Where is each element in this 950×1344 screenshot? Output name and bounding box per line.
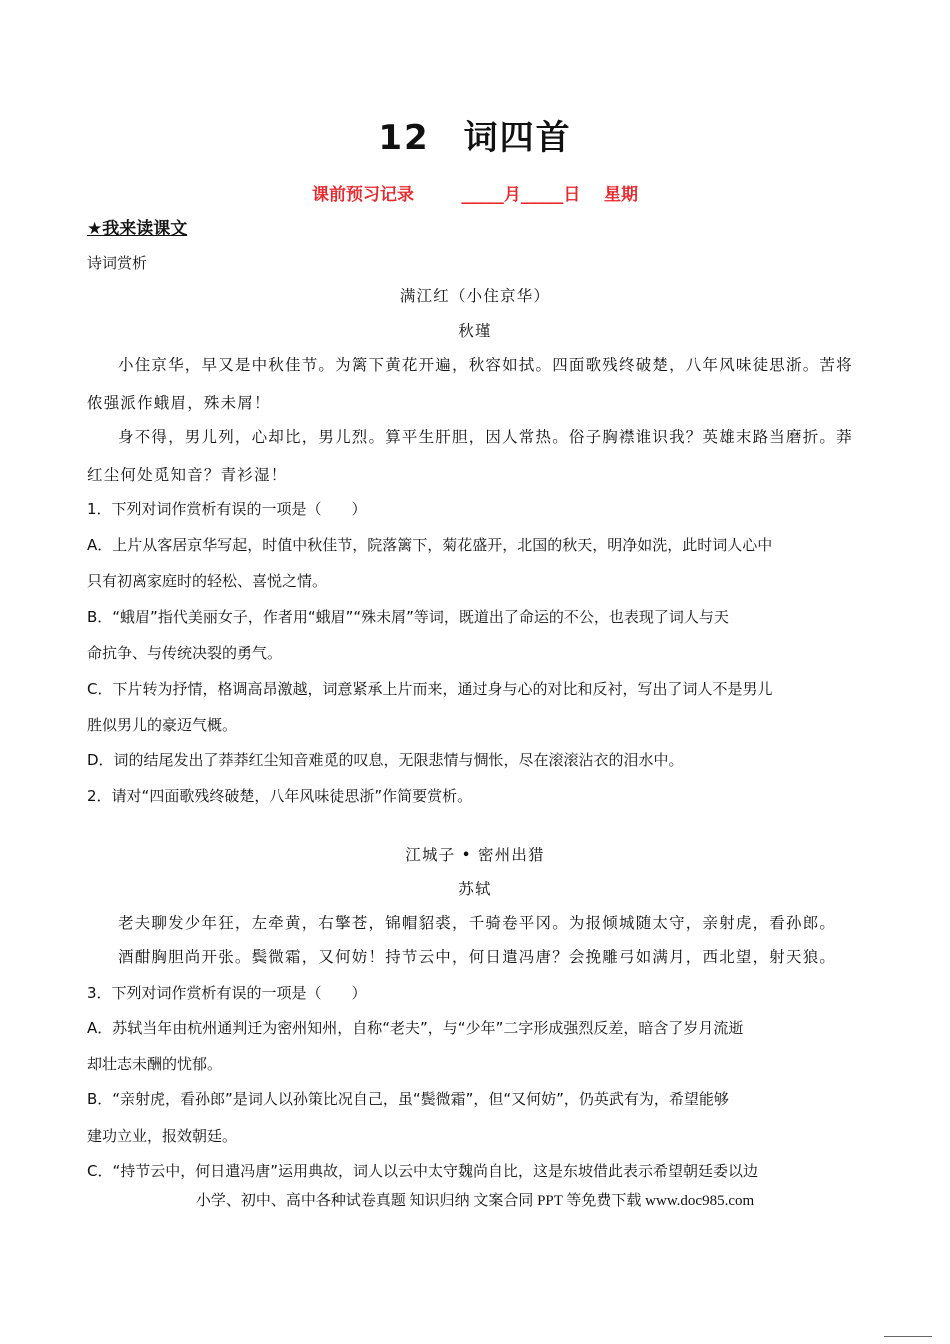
page-title (0, 116, 950, 160)
poem1-line: 红尘何处觅知音？青衫湿！ (87, 466, 288, 484)
lesson-number: 12 (378, 118, 430, 158)
poem2-title: 江城子 • 密州出猎 (405, 846, 545, 864)
q1-option-line: B．“蛾眉”指代美丽女子，作者用“蛾眉”“殊未屑”等词，既道出了命运的不公，也表现了词人与天 (87, 608, 729, 626)
poem1-line: 身不得，男儿列，心却比，男儿烈。算平生肝胆，因人常热。俗子胸襟谁识我？英雄末路当磨折。莽 (118, 428, 853, 446)
poem2-line: 酒酣胸胆尚开张。鬓微霜，又何妨！持节云中，何日遣冯唐？会挽雕弓如满月，西北望，射天狼。 (118, 948, 837, 966)
q1-option-line: C．下片转为抒情，格调高昂激越，词意紧承上片而来，通过身与心的对比和反衬，写出了词人不是男儿 (87, 680, 773, 698)
q1-option-line: 只有初离家庭时的轻松、喜悦之情。 (87, 572, 328, 590)
q3-option-line: A．苏轼当年由杭州通判迁为密州知州，自称“老夫”，与“少年”二字形成强烈反差，暗含了岁月流逝 (87, 1019, 744, 1037)
q1-option-line: 胜似男儿的豪迈气概。 (87, 716, 238, 734)
q3-option-line: 建功立业，报效朝廷。 (87, 1127, 238, 1145)
poem2-author: 苏轼 (458, 880, 492, 898)
question-3-stem: 3．下列对词作赏析有误的一项是（ ） (87, 984, 367, 1002)
q3-option-line: B．“亲射虎，看孙郎”是词人以孙策比况自己，虽“鬓微霜”，但“又何妨”，仍英武有为，希望能够 (87, 1090, 729, 1108)
question-1-stem: 1．下列对词作赏析有误的一项是（ ） (87, 500, 367, 518)
q3-option-line: 却壮志未酬的忧郁。 (87, 1055, 223, 1073)
subsection-label: 诗词赏析 (87, 254, 148, 272)
poem1-author: 秋瑾 (458, 322, 492, 340)
question-2-stem: 2．请对“四面歌残终破楚，八年风味徒思浙”作简要赏析。 (87, 787, 473, 805)
poem1-line: 小住京华，早又是中秋佳节。为篱下黄花开遍，秋容如拭。四面歌残终破楚，八年风味徒思浙。苦将 (118, 356, 853, 374)
q1-option-line: D．词的结尾发出了莽莽红尘知音难觅的叹息，无限悲情与惆怅，尽在滚滚沾衣的泪水中。 (87, 751, 684, 769)
page-corner-divider (884, 1336, 932, 1340)
footer-download-note: 小学、初中、高中各种试卷真题 知识归纳 文案合同 PPT 等免费下载 www.doc985.com (195, 1193, 755, 1209)
q1-option-line: A．上片从客居京华写起，时值中秋佳节，院落篱下，菊花盛开，北国的秋天，明净如洗，此时词人心中 (87, 536, 773, 554)
lesson-title: 词四首 (463, 118, 572, 158)
poem1-line: 侬强派作蛾眉，殊未屑！ (87, 394, 271, 412)
poem1-title: 满江红（小住京华） (399, 287, 551, 305)
poem2-line: 老夫聊发少年狂，左牵黄，右擎苍，锦帽貂裘，千骑卷平冈。为报倾城随太守，亲射虎，看孙郎。 (118, 914, 837, 932)
q3-option-line: C．“持节云中，何日遣冯唐”运用典故，词人以云中太守魏尚自比，这是东坡借此表示希望朝廷委以边 (87, 1162, 759, 1180)
section-heading: ★我来读课文 (87, 219, 188, 239)
preview-record-line: 课前预习记录 _____月_____日 星期 (311, 185, 639, 205)
q1-option-line: 命抗争、与传统决裂的勇气。 (87, 644, 283, 662)
